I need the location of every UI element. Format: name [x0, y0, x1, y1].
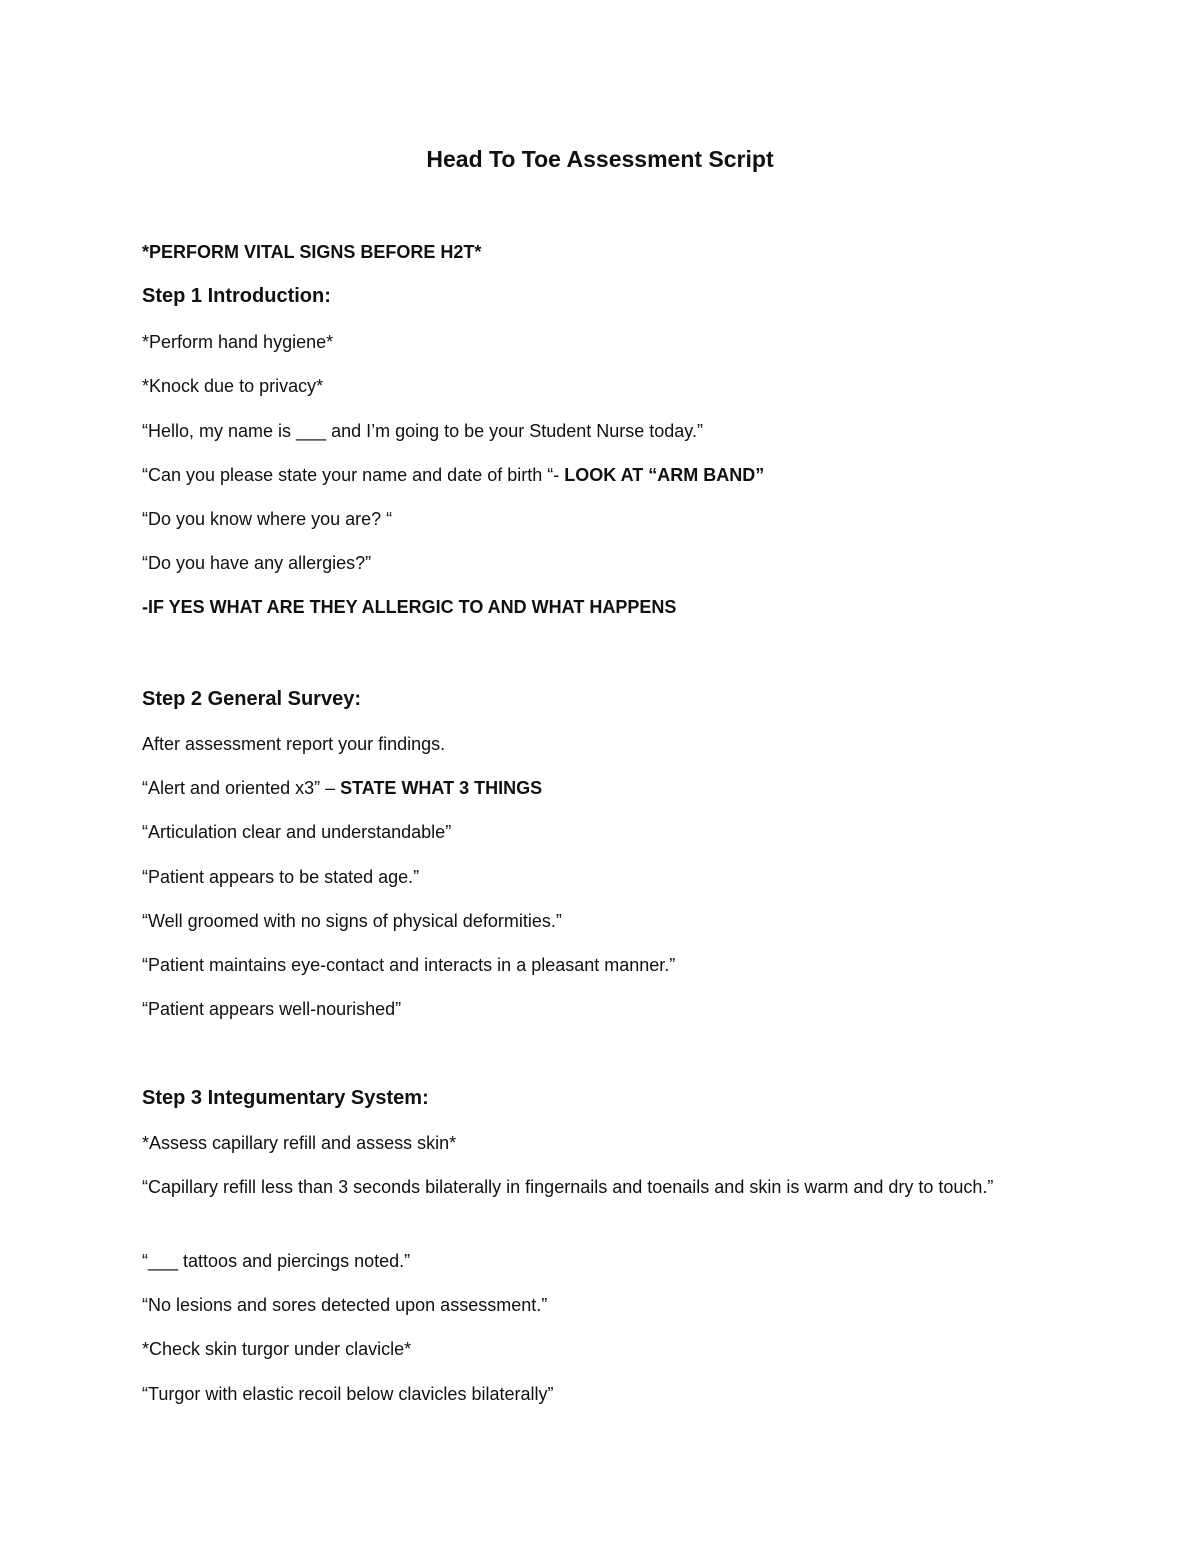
step1-line: “Do you have any allergies?” [142, 553, 372, 573]
step3-line: *Check skin turgor under clavicle* [142, 1339, 412, 1359]
step2-line: “Patient maintains eye-contact and interacts in a pleasant manner.” [142, 955, 676, 975]
aox3-quote: “Alert and oriented x3” – [142, 778, 341, 798]
step3-heading: Step 3 Integumentary System: [142, 1087, 429, 1109]
step3-line: “No lesions and sores detected upon assessment.” [142, 1295, 548, 1315]
step2-line: “Articulation clear and understandable” [142, 822, 452, 842]
step2-line: “Patient appears well-nourished” [142, 999, 402, 1019]
allergy-note: -IF YES WHAT ARE THEY ALLERGIC TO AND WHAT HAPPENS [142, 597, 677, 617]
step1-line: “Do you know where you are? “ [142, 509, 393, 529]
step2-heading: Step 2 General Survey: [142, 688, 361, 710]
step1-line: *Perform hand hygiene* [142, 332, 334, 352]
step2-line: “Well groomed with no signs of physical deformities.” [142, 911, 562, 931]
document-title: Head To Toe Assessment Script [426, 146, 774, 172]
step1-line: “Hello, my name is ___ and I’m going to be your Student Nurse today.” [142, 421, 703, 441]
step2-aox3-line [142, 774, 1042, 803]
arm-band-emphasis: LOOK AT “ARM BAND” [564, 465, 765, 485]
step1-heading: Step 1 Introduction: [142, 285, 331, 307]
step1-line: *Knock due to privacy* [142, 376, 324, 396]
dob-question: “Can you please state your name and date of birth “- [142, 465, 565, 485]
step3-line: “Turgor with elastic recoil below clavicles bilaterally” [142, 1384, 554, 1404]
step1-dob-line [142, 461, 1042, 490]
step3-line: “___ tattoos and piercings noted.” [142, 1251, 411, 1271]
aox3-emphasis: STATE WHAT 3 THINGS [340, 778, 543, 798]
vital-signs-note: *PERFORM VITAL SIGNS BEFORE H2T* [142, 242, 482, 262]
step3-line: *Assess capillary refill and assess skin* [142, 1133, 457, 1153]
step2-intro: After assessment report your findings. [142, 734, 446, 754]
step2-line: “Patient appears to be stated age.” [142, 867, 420, 887]
step3-line: “Capillary refill less than 3 seconds bilaterally in fingernails and toenails and skin is warm and dry to touch.” [142, 1177, 994, 1197]
